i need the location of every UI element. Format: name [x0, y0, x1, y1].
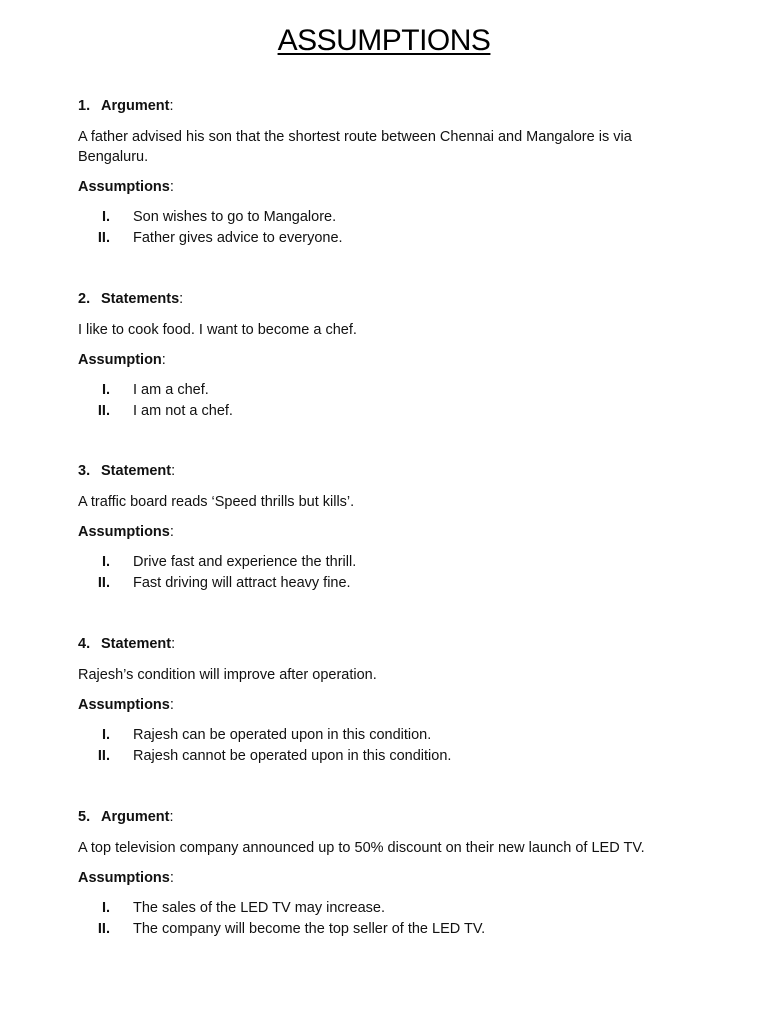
question-text: A father advised his son that the shortest route between Chennai and Mangalore is via Bengaluru. — [78, 129, 632, 165]
option-item — [78, 401, 698, 422]
assumption-label: Assumptions — [78, 870, 170, 886]
assumption-heading: Assumptions: — [78, 697, 174, 713]
option-list — [78, 898, 698, 939]
option-numeral: II. — [97, 574, 110, 591]
assumption-heading: Assumption: — [78, 352, 166, 368]
colon: : — [169, 809, 174, 825]
question-heading — [78, 634, 698, 654]
question-text: I like to cook food. I want to become a chef. — [78, 322, 357, 338]
question-heading — [78, 461, 698, 481]
question-number: 3. — [78, 463, 91, 479]
assumption-label: Assumptions — [78, 697, 170, 713]
assumption-heading: Assumptions: — [78, 179, 174, 195]
option-list — [78, 380, 698, 421]
option-list — [78, 552, 698, 593]
option-text: Fast driving will attract heavy fine. — [133, 574, 351, 591]
option-text: The sales of the LED TV may increase. — [133, 900, 385, 916]
question-5 — [78, 807, 698, 939]
option-item — [78, 725, 698, 746]
option-item — [78, 898, 698, 919]
option-text: Drive fast and experience the thrill. — [133, 554, 357, 570]
option-item — [78, 919, 698, 940]
question-number: 2. — [78, 291, 91, 307]
colon: : — [171, 463, 176, 479]
question-heading — [78, 289, 698, 309]
assumption-label: Assumptions — [78, 179, 170, 195]
question-kind: Statements — [101, 291, 180, 307]
option-numeral: II. — [97, 229, 110, 246]
option-item — [78, 552, 698, 573]
option-list — [78, 725, 698, 766]
question-heading — [78, 96, 698, 116]
option-text: Rajesh cannot be operated upon in this condition. — [133, 747, 452, 764]
question-4 — [78, 634, 698, 766]
option-list — [78, 207, 698, 248]
colon: : — [171, 636, 176, 652]
question-heading — [78, 807, 698, 827]
question-text: Rajesh’s condition will improve after operation. — [78, 667, 377, 683]
assumption-heading: Assumptions: — [78, 870, 174, 886]
question-kind: Statement — [101, 463, 172, 479]
assumption-label: Assumption — [78, 352, 162, 368]
option-item — [78, 746, 698, 767]
question-2 — [78, 289, 698, 421]
option-item — [78, 228, 698, 249]
option-numeral: II. — [97, 747, 110, 764]
question-kind: Statement — [101, 636, 172, 652]
option-numeral: I. — [101, 727, 110, 743]
option-item — [78, 380, 698, 401]
question-number: 5. — [78, 809, 91, 825]
question-number: 1. — [78, 98, 91, 114]
option-text: I am a chef. — [133, 382, 209, 398]
question-1 — [78, 96, 698, 248]
option-text: The company will become the top seller of the LED TV. — [133, 920, 486, 937]
assumption-label: Assumptions — [78, 524, 170, 540]
question-3 — [78, 461, 698, 593]
colon: : — [169, 98, 174, 114]
assumption-heading: Assumptions: — [78, 524, 174, 540]
option-numeral: I. — [101, 554, 110, 570]
option-item — [78, 207, 698, 228]
option-text: I am not a chef. — [133, 402, 233, 419]
question-text: A traffic board reads ‘Speed thrills but kills’. — [78, 494, 355, 510]
question-number: 4. — [78, 636, 91, 652]
colon: : — [179, 291, 184, 307]
question-kind: Argument — [101, 98, 170, 114]
option-text: Son wishes to go to Mangalore. — [133, 209, 337, 225]
option-item — [78, 573, 698, 594]
option-numeral: II. — [97, 402, 110, 419]
option-numeral: II. — [97, 920, 110, 937]
option-text: Rajesh can be operated upon in this condition. — [133, 727, 432, 743]
option-numeral: I. — [101, 209, 110, 225]
option-numeral: I. — [101, 900, 110, 916]
option-text: Father gives advice to everyone. — [133, 229, 343, 246]
option-numeral: I. — [101, 382, 110, 398]
page-title: ASSUMPTIONS — [277, 24, 491, 57]
question-kind: Argument — [101, 809, 170, 825]
question-text: A top television company announced up to 50% discount on their new launch of LED TV. — [78, 840, 645, 856]
